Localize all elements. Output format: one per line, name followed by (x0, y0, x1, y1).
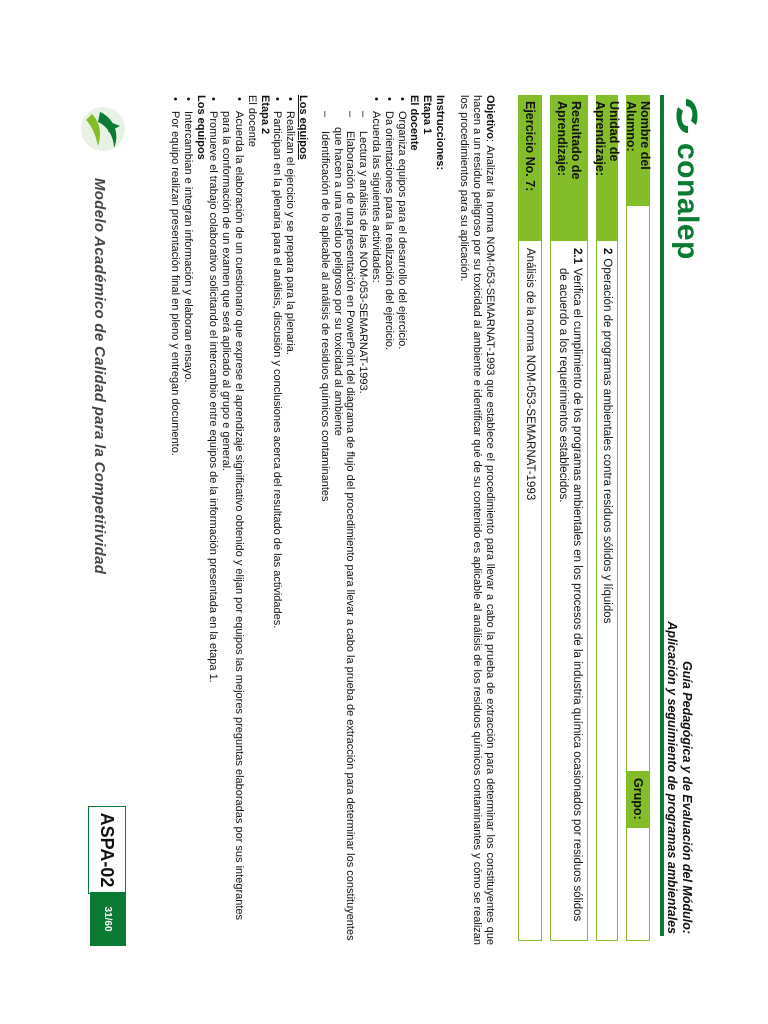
conalep-logo (670, 95, 704, 260)
list-item-text: Promueve el trabajo colaborativo solicitando el intercambio entre equipos de la información presentada en la etapa 1. (207, 111, 220, 683)
list-item-text: Da orientaciones para la realización del ejercicio. (382, 111, 395, 351)
sub-list-item-text: Lectura y análisis de las NOM-053-SEMARNAT-1993. (357, 131, 370, 394)
student-name-field[interactable] (626, 205, 650, 772)
list-item (395, 95, 408, 945)
objective-text: : Analizar la norma NOM-053-SEMARNAT-1993 que establece el procedimiento para llevar a cabo la prueba de extracción para determinar los constituyentes que hacen a un residuo peligroso por su toxicidad al ambiente e identificar qué de su contenido es aplicable al análisis de los residuos químicos contaminantes y cómo se realizan los procedimientos para su aplicación. (458, 95, 496, 945)
teacher-heading-2: El docente (245, 95, 258, 147)
learning-result-label: Resultado de Aprendizaje: (550, 95, 588, 240)
page-number: 31/60 (90, 892, 126, 946)
unit-row (593, 95, 621, 941)
bullet-icon: • (271, 97, 284, 101)
unit-text: Operación de programas ambientales contra residuos sólidos y líquidos (601, 258, 613, 624)
list-item-text: Intercambian e integran información y elaboran ensayo. (181, 111, 194, 383)
bullet-icon: • (382, 97, 395, 101)
document-header-title (664, 621, 694, 934)
list-item (207, 95, 220, 945)
list-item (181, 95, 194, 945)
objective-paragraph (457, 95, 496, 945)
list-item-text: Acuerda la elaboración de un cuestionario que exprese el aprendizaje significativo obtenido y elijan por equipos las mejores preguntas elaboradas por sus integrantes para la conformación de un examen que será aplicado al grupo e general. (220, 111, 246, 921)
unit-label: Unidad de Aprendizaje: (596, 95, 618, 240)
list-item (369, 95, 382, 945)
list-item (283, 95, 296, 945)
header-title-line-2: Aplicación y seguimiento de programas ambientales (665, 621, 679, 934)
quality-model-logo-icon (78, 104, 128, 154)
bullet-icon: • (284, 97, 297, 101)
exercise-row (518, 95, 542, 941)
teacher-heading: El docente (408, 95, 421, 151)
list-item (168, 95, 181, 945)
list-item-text: Participan en la plenaria para el análisis, discusión y conclusiones acerca del resultado de las actividades. (271, 111, 284, 629)
list-item-text: Por equipo realizan presentación final en pleno y entregan documento. (169, 111, 182, 456)
footer-model-text: Modelo Académico de Calidad para la Competitividad (91, 178, 108, 575)
teams-heading-2: Los equipos (194, 95, 207, 160)
sub-list-item (331, 95, 357, 945)
teams-heading: Los equipos (297, 95, 310, 160)
instructions-title: Instrucciones: (434, 95, 446, 171)
unit-value (596, 240, 618, 941)
exercise-value: Análisis de la norma NOM-053-SEMARNAT-1993 (518, 240, 542, 941)
learning-result-value (550, 240, 588, 941)
group-field[interactable] (626, 827, 650, 941)
stage-2-heading: Etapa 2 (258, 95, 271, 135)
header-divider (660, 95, 664, 936)
sub-list-item (356, 95, 369, 945)
exercise-label: Ejercicio No. 7: (518, 95, 542, 240)
sub-list-item-text: Elaboración de una presentación en PowerPoint del diagrama de flujo del procedimiento para llevar a cabo la prueba de extracción para determinar los constituyentes que hacen a una residuo peligroso por su toxicidad al ambiente (331, 127, 357, 941)
sub-list-item (318, 95, 331, 945)
stage-1-heading: Etapa 1 (421, 95, 434, 135)
dash-icon: – (357, 111, 370, 118)
module-code: ASPA-02 (88, 806, 126, 894)
bullet-icon: • (233, 97, 246, 101)
conalep-logo-icon (672, 95, 702, 137)
student-name-label: Nombre del Alumno: (626, 95, 650, 205)
dash-icon: – (344, 111, 357, 118)
learning-result-text: Verifica el cumplimiento de los programas ambientales en los procesos de la industria química ocasionados por residuos sólidos de acuerdo a los requerimientos establecidos. (557, 268, 583, 922)
bullet-icon: • (181, 97, 194, 101)
header-title-line-1: Guía Pedagógica y de Evaluación del Módulo: (680, 661, 694, 934)
bullet-icon: • (395, 97, 408, 101)
list-item-text: Realizan el ejercicio y se prepara para la plenaria. (284, 111, 297, 355)
objective-label: Objetivo (484, 95, 496, 140)
bullet-icon: • (207, 97, 220, 101)
list-item (219, 95, 245, 945)
list-item (382, 95, 395, 945)
instructions-section (168, 95, 446, 945)
list-item-text: Acuerda las siguientes actividades: (370, 111, 383, 283)
bullet-icon: • (169, 97, 182, 101)
learning-result-row (550, 95, 588, 941)
learning-result-number: 2.1 (571, 248, 583, 264)
bullet-icon: • (370, 97, 383, 101)
group-label: Grupo: (626, 772, 650, 827)
student-name-row (626, 95, 650, 941)
logo-text: conalep (671, 143, 704, 260)
dash-icon: – (318, 111, 331, 118)
unit-number: 2 (601, 248, 613, 255)
list-item (271, 95, 284, 945)
sub-list-item-text: Identificación de lo aplicable al análisis de residuos químicos contaminantes (318, 131, 331, 502)
list-item-text: Organiza equipos para el desarrollo del ejercicio. (395, 111, 408, 350)
